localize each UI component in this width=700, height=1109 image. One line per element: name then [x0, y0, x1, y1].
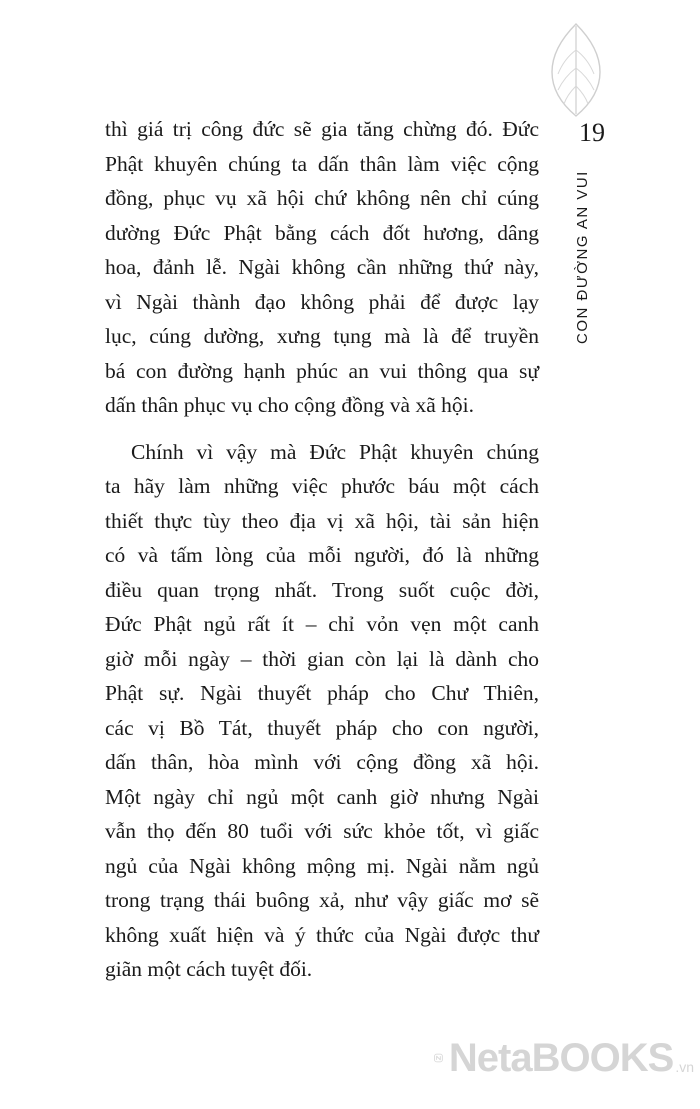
- text-line: Đức Phật ngủ rất ít – chỉ vỏn vẹn một canh: [105, 612, 539, 636]
- body-text: [105, 112, 539, 987]
- text-line: giãn một cách tuyệt đối.: [105, 957, 313, 981]
- text-line: Chính vì vậy mà Đức Phật khuyên chúng: [131, 439, 539, 464]
- text-line: thì giá trị công đức sẽ gia tăng chừng đó. Đức: [105, 117, 539, 141]
- text-line: ta hãy làm những việc phước báu một cách: [105, 474, 539, 498]
- text-line: điều quan trọng nhất. Trong suốt cuộc đời,: [105, 577, 539, 602]
- text-line: không xuất hiện và ý thức của Ngài được thư: [105, 922, 539, 947]
- text-line: hoa, đảnh lễ. Ngài không cần những thứ này,: [105, 255, 539, 279]
- text-line: dấn thân, hòa mình với cộng đồng xã hội.: [105, 750, 539, 774]
- text-line: đồng, phục vụ xã hội chứ không nên chỉ cúng: [105, 186, 539, 210]
- text-line: trong trạng thái buông xả, như vậy giấc mơ sẽ: [105, 888, 539, 912]
- text-line: vì Ngài thành đạo không phải để được lạy: [105, 289, 539, 314]
- paragraph-2: [105, 435, 539, 987]
- page-number: 19: [579, 118, 605, 147]
- text-line: giờ mỗi ngày – thời gian còn lại là dành cho: [105, 646, 539, 671]
- text-line: thiết thực tùy theo địa vị xã hội, tài sản hiện: [105, 508, 539, 533]
- text-line: vẫn thọ đến 80 tuổi với sức khỏe tốt, vì giấc: [105, 819, 539, 843]
- running-title: CON ĐƯỜNG AN VUI: [574, 170, 591, 344]
- text-line: có và tấm lòng của mỗi người, đó là những: [105, 543, 539, 567]
- paragraph-1: [105, 112, 539, 423]
- text-line: dường Đức Phật bằng cách đốt hương, dâng: [105, 220, 539, 245]
- text-line: dấn thân phục vụ cho cộng đồng và xã hội.: [105, 393, 474, 417]
- netabooks-watermark: [434, 1028, 694, 1088]
- text-line: ngủ của Ngài không mộng mị. Ngài nằm ngủ: [105, 853, 539, 878]
- text-line: các vị Bồ Tát, thuyết pháp cho con người,: [105, 715, 539, 740]
- watermark-brand: NetaBOOKS: [448, 1036, 674, 1080]
- text-line: Một ngày chỉ ngủ một canh giờ nhưng Ngài: [105, 784, 539, 809]
- bodhi-leaf-icon: [546, 22, 606, 118]
- text-line: Phật khuyên chúng ta dấn thân làm việc cộng: [105, 151, 539, 176]
- text-line: lục, cúng dường, xưng tụng mà là để truyền: [105, 324, 539, 348]
- netabooks-logo-icon: [434, 1036, 443, 1080]
- text-line: bá con đường hạnh phúc an vui thông qua sự: [105, 358, 539, 383]
- watermark-suffix: .vn: [675, 1059, 694, 1075]
- text-line: Phật sự. Ngài thuyết pháp cho Chư Thiên,: [105, 681, 539, 705]
